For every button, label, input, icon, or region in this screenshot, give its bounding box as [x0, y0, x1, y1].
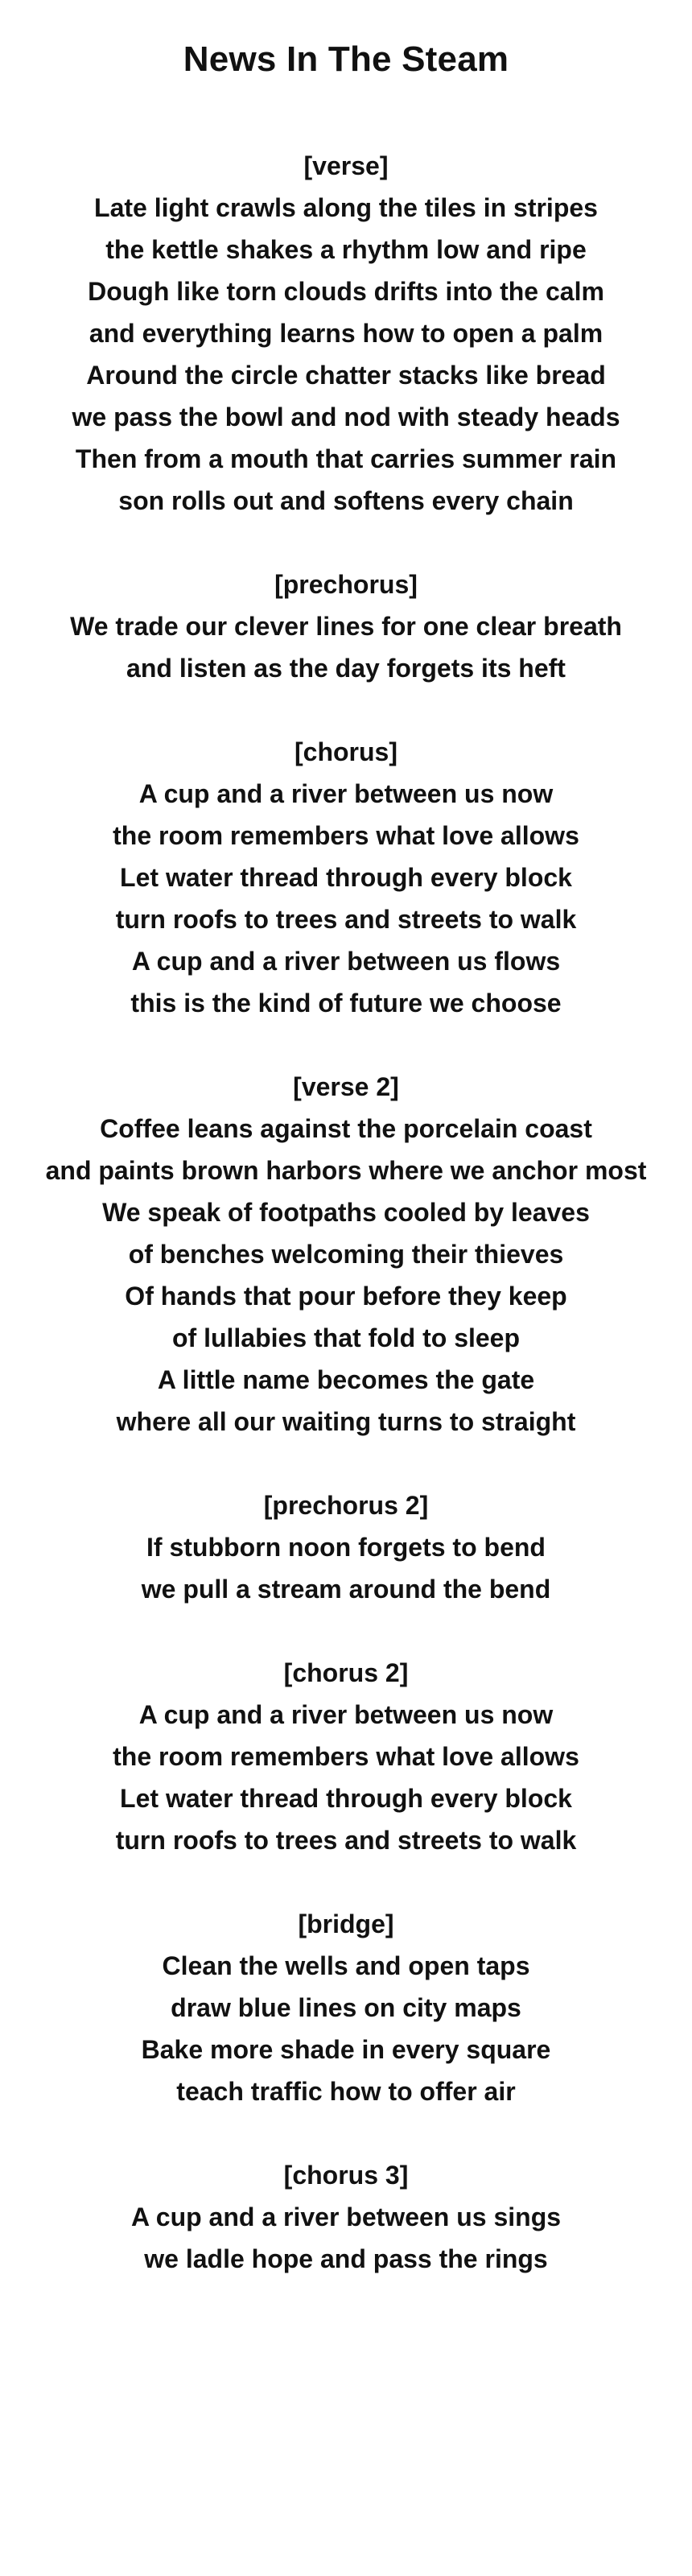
lyric-line: Clean the wells and open taps	[162, 1951, 530, 1980]
lyric-line: A cup and a river between us sings	[130, 2202, 562, 2231]
section-bridge	[0, 1903, 692, 2112]
section-tag: [chorus 2]	[283, 1658, 409, 1687]
lyric-line: we ladle hope and pass the rings	[144, 2244, 548, 2273]
lyric-line: Of hands that pour before they keep	[125, 1282, 567, 1311]
section-chorus-3	[0, 2154, 692, 2280]
lyric-line: A cup and a river between us now	[138, 1700, 554, 1729]
section-tag: [chorus 3]	[283, 2161, 409, 2190]
lyric-line: we pass the bowl and nod with steady heads	[72, 402, 620, 431]
lyric-line: we pull a stream around the bend	[141, 1575, 551, 1604]
lyric-line: If stubborn noon forgets to bend	[146, 1533, 546, 1562]
section-tag: [verse 2]	[293, 1072, 399, 1101]
section-tag: [bridge]	[298, 1909, 394, 1938]
section-tag: [prechorus 2]	[263, 1491, 429, 1520]
lyric-line: Late light crawls along the tiles in stripes	[94, 193, 598, 222]
lyric-line: draw blue lines on city maps	[171, 1993, 521, 2022]
lyric-line: Coffee leans against the porcelain coast	[100, 1114, 592, 1143]
lyric-line: this is the kind of future we choose	[130, 989, 562, 1018]
lyric-line: and everything learns how to open a palm	[89, 319, 603, 348]
lyric-line: of lullabies that fold to sleep	[171, 1323, 521, 1352]
lyric-line: the kettle shakes a rhythm low and ripe	[105, 235, 587, 264]
lyric-line: Let water thread through every block	[120, 1784, 572, 1813]
lyric-line: turn roofs to trees and streets to walk	[115, 1826, 577, 1855]
lyric-line: Let water thread through every block	[120, 863, 572, 892]
lyric-line: and paints brown harbors where we anchor most	[45, 1156, 647, 1185]
song-title: News In The Steam	[183, 39, 509, 79]
lyric-line: Around the circle chatter stacks like bread	[86, 361, 606, 390]
lyric-line: turn roofs to trees and streets to walk	[115, 905, 577, 934]
section-tag: [prechorus]	[274, 570, 418, 599]
section-prechorus-2	[0, 1484, 692, 1610]
lyric-line: where all our waiting turns to straight	[116, 1407, 576, 1436]
section-verse-2	[0, 1066, 692, 1443]
lyric-line: A cup and a river between us now	[138, 779, 554, 808]
lyric-line: A cup and a river between us flows	[131, 947, 561, 976]
section-verse	[0, 145, 692, 522]
lyric-line: We trade our clever lines for one clear breath	[70, 612, 622, 641]
lyric-line: son rolls out and softens every chain	[118, 486, 574, 515]
lyric-line: Then from a mouth that carries summer rain	[75, 444, 617, 473]
lyric-line: the room remembers what love allows	[113, 821, 579, 850]
lyric-line: Bake more shade in every square	[141, 2035, 551, 2064]
lyric-line: A little name becomes the gate	[157, 1365, 535, 1394]
section-chorus	[0, 731, 692, 1024]
section-chorus-2	[0, 1652, 692, 1861]
lyric-line: of benches welcoming their thieves	[128, 1240, 564, 1269]
section-tag: [verse]	[303, 151, 389, 180]
section-prechorus	[0, 564, 692, 689]
lyric-line: We speak of footpaths cooled by leaves	[102, 1198, 590, 1227]
section-tag: [chorus]	[295, 737, 397, 766]
lyric-line: teach traffic how to offer air	[176, 2077, 516, 2106]
lyric-line: and listen as the day forgets its heft	[126, 654, 566, 683]
lyric-line: the room remembers what love allows	[113, 1742, 579, 1771]
lyric-line: Dough like torn clouds drifts into the calm	[88, 277, 604, 306]
